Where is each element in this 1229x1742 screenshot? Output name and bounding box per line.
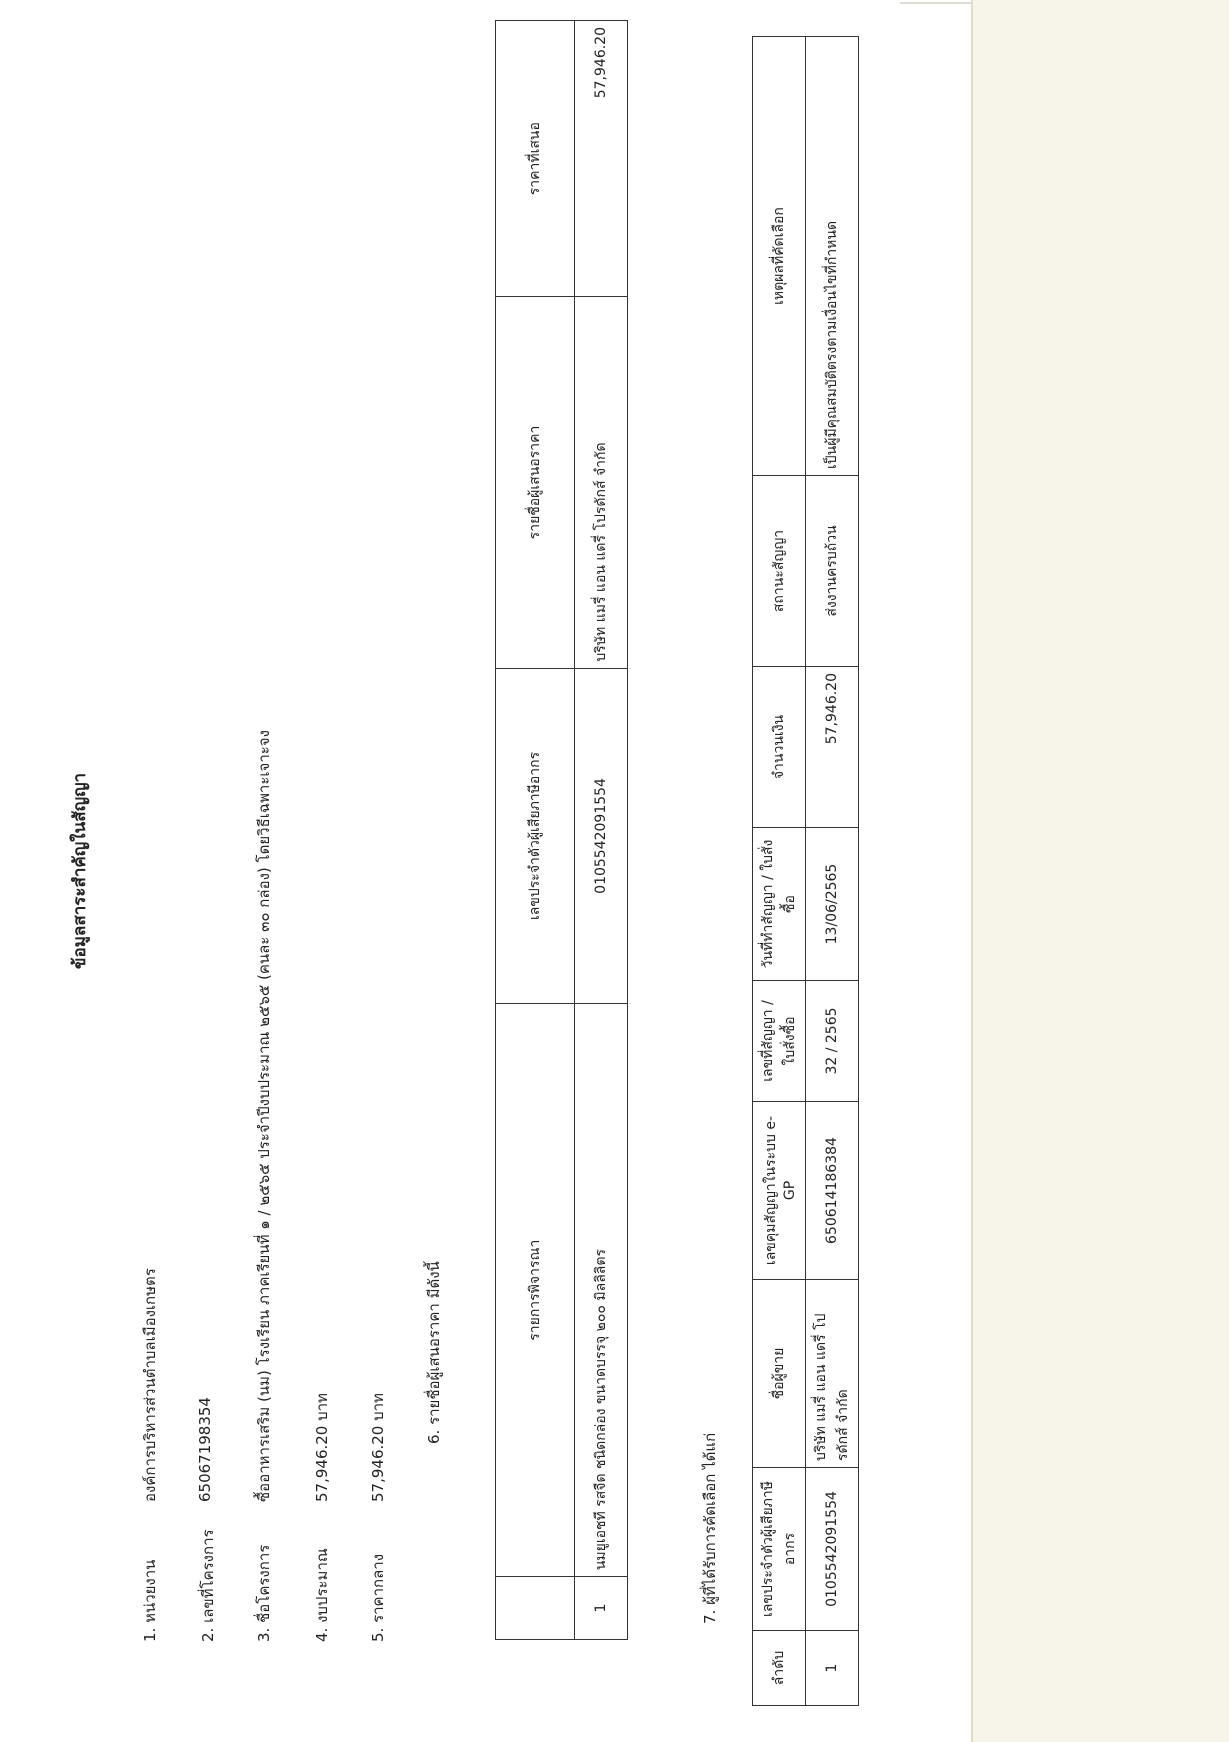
col-order: ลำดับ <box>753 1631 806 1706</box>
row-date: 13/06/2565 <box>806 828 859 981</box>
col-tax-id: เลขประจำตัวผู้เสียภาษีอากร <box>753 1468 806 1631</box>
info-label: 4. งบประมาณ <box>313 1548 331 1642</box>
col-index <box>496 1577 575 1640</box>
info-value: ซื้ออาหารเสริม (นม) โรงเรียน ภาคเรียนที่ ๑ / ๒๕๖๕ ประจำปีงบประมาณ ๒๕๖๕ (คนละ ๓๐ กล่อง) โดยวิธีเฉพาะเจาะจง <box>255 730 273 1502</box>
row-order: 1 <box>806 1631 859 1706</box>
info-value: 57,946.20 บาท <box>369 1393 387 1502</box>
row-tax-id: 0105542091554 <box>806 1468 859 1631</box>
col-reason: เหตุผลที่คัดเลือก <box>753 37 806 476</box>
col-seller: ชื่อผู้ขาย <box>753 1280 806 1468</box>
info-value: องค์การบริหารส่วนตำบลเมืองเกษตร <box>141 1268 159 1502</box>
col-price: ราคาที่เสนอ <box>496 21 575 297</box>
row-contract: 32 / 2565 <box>806 981 859 1102</box>
col-contract: เลขที่สัญญา / ใบสั่งซื้อ <box>753 981 806 1102</box>
table-header-row <box>496 21 575 1640</box>
page-edge-strip <box>971 0 1229 1742</box>
col-item: รายการพิจารณา <box>496 1004 575 1577</box>
col-bidder: รายชื่อผู้เสนอราคา <box>496 297 575 668</box>
col-date: วันที่ทำสัญญา / ใบสั่งซื้อ <box>753 828 806 981</box>
row-item: นมยูเอชที รสจืด ชนิดกล่อง ขนาดบรรจุ ๒๐๐ มิลลิลิตร <box>575 1004 628 1577</box>
section-bidders-heading: 6. รายชื่อผู้เสนอราคา มีดังนี้ <box>425 1261 443 1444</box>
table-header-row <box>753 37 806 1706</box>
col-status: สถานะสัญญา <box>753 476 806 667</box>
row-price: 57,946.20 <box>575 21 628 297</box>
bidders-table <box>495 20 628 1640</box>
row-seller: บริษัท แมรี่ แอน แดรี่ โปรดักส์ จำกัด <box>806 1280 859 1468</box>
info-label: 1. หน่วยงาน <box>141 1559 159 1642</box>
row-egp: 650614186384 <box>806 1102 859 1280</box>
row-tax-id: 0105542091554 <box>575 668 628 1004</box>
col-egp: เลขคุมสัญญาในระบบ e-GP <box>753 1102 806 1280</box>
row-reason: เป็นผู้มีคุณสมบัติตรงตามเงื่อนไขที่กำหนด <box>806 37 859 476</box>
table-row <box>575 21 628 1640</box>
table-row <box>806 37 859 1706</box>
info-label: 3. ชื่อโครงการ <box>255 1544 273 1642</box>
row-index: 1 <box>575 1577 628 1640</box>
info-value: 57,946.20 บาท <box>313 1393 331 1502</box>
row-status: ส่งงานครบถ้วน <box>806 476 859 667</box>
info-label: 5. ราคากลาง <box>369 1553 387 1642</box>
row-bidder: บริษัท แมรี่ แอน แดรี่ โปรดักส์ จำกัด <box>575 297 628 668</box>
info-value: 65067198354 <box>196 1397 214 1502</box>
info-label: 2. เลขที่โครงการ <box>199 1529 217 1642</box>
col-tax-id: เลขประจำตัวผู้เสียภาษีอากร <box>496 668 575 1004</box>
row-amount: 57,946.20 <box>806 667 859 828</box>
section-winners-heading: 7. ผู้ที่ได้รับการคัดเลือก ได้แก่ <box>701 1432 719 1624</box>
col-amount: จำนวนเงิน <box>753 667 806 828</box>
document-title: ข้อมูลสาระสำคัญในสัญญา <box>70 772 90 970</box>
winners-table <box>752 36 859 1706</box>
